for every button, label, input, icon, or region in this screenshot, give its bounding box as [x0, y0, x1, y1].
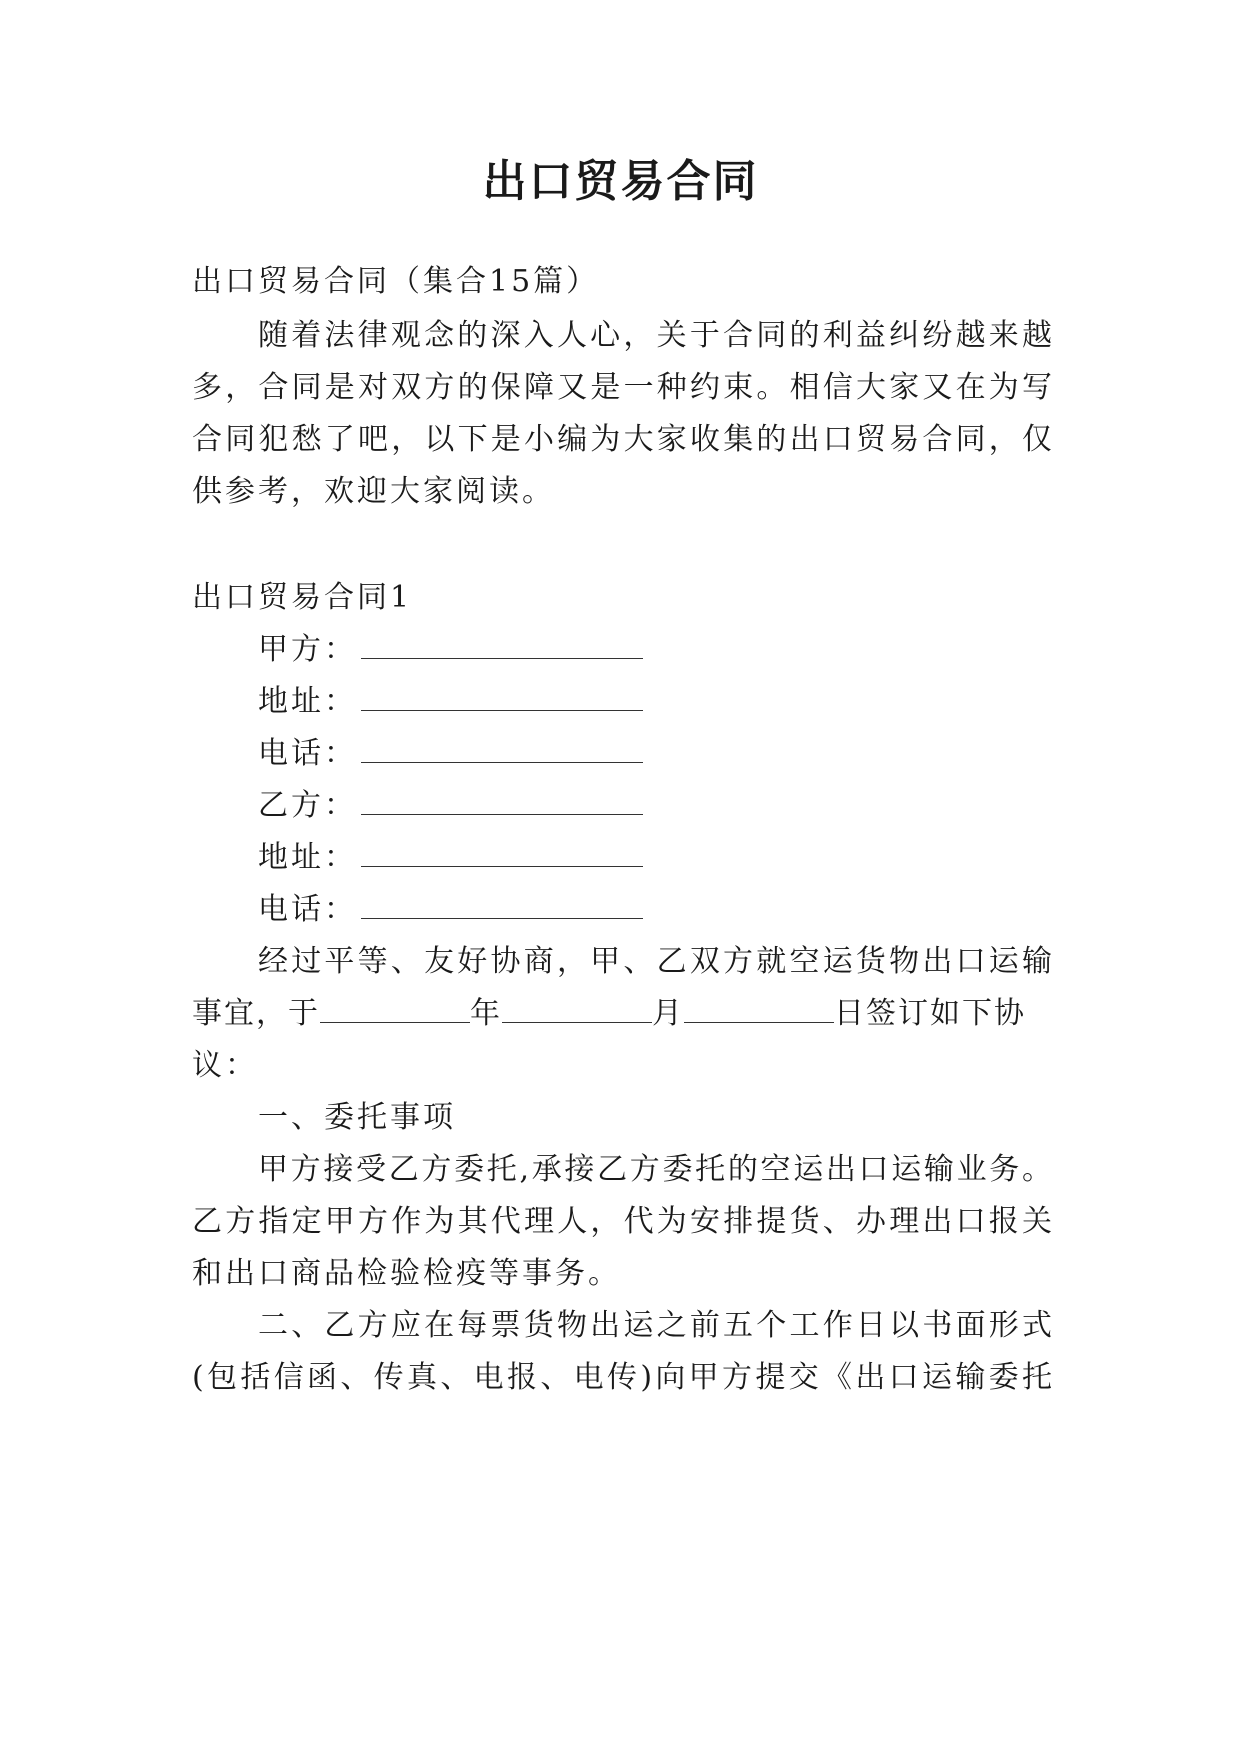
phone-a-label: 电话：: [258, 736, 357, 771]
intro-line-2: 多，合同是对双方的保障又是一种约束。相信大家又在为写: [192, 370, 1052, 405]
address-b-blank: [361, 838, 643, 867]
clause-1-line-1: 甲方接受乙方委托,承接乙方委托的空运出口运输业务。: [258, 1152, 1052, 1187]
month-label: 月: [652, 996, 684, 1031]
agreement-line-3: 议：: [192, 1048, 258, 1083]
address-a-blank: [361, 682, 643, 711]
clause-1-line-2: 乙方指定甲方作为其代理人，代为安排提货、办理出口报关: [192, 1204, 1052, 1239]
document-subtitle: 出口贸易合同（集合15篇）: [192, 264, 600, 299]
day-blank: [684, 994, 834, 1023]
clause-1-heading: 一、委托事项: [258, 1100, 456, 1135]
phone-b-label: 电话：: [258, 892, 357, 927]
intro-line-1: 随着法律观念的深入人心，关于合同的利益纠纷越来越: [258, 318, 1052, 353]
address-a-label: 地址：: [258, 684, 357, 719]
party-b-label: 乙方：: [258, 788, 357, 823]
party-a-label: 甲方：: [258, 632, 357, 667]
party-b-blank: [361, 786, 643, 815]
phone-b-blank: [361, 890, 643, 919]
address-b-label: 地址：: [258, 840, 357, 875]
party-a-blank: [361, 630, 643, 659]
agreement-line-1: 经过平等、友好协商，甲、乙双方就空运货物出口运输: [258, 944, 1052, 979]
address-a-row: [258, 682, 1052, 722]
clause-1-line-3: 和出口商品检验检疫等事务。: [192, 1256, 621, 1291]
agreement-prefix: 事宜，于: [192, 996, 320, 1031]
intro-line-4: 供参考，欢迎大家阅读。: [192, 474, 555, 509]
agreement-suffix: 日签订如下协: [834, 996, 1026, 1031]
document-title: 出口贸易合同: [482, 156, 759, 207]
phone-a-row: [258, 734, 1052, 774]
phone-a-blank: [361, 734, 643, 763]
phone-b-row: [258, 890, 1052, 930]
month-blank: [502, 994, 652, 1023]
address-b-row: [258, 838, 1052, 878]
agreement-line-2: [192, 994, 1052, 1034]
party-a-row: [258, 630, 1052, 670]
section-heading: 出口贸易合同1: [192, 580, 413, 615]
year-label: 年: [470, 996, 502, 1031]
clause-2-line-2: (包括信函、传真、电报、电传)向甲方提交《出口运输委托: [192, 1360, 1052, 1395]
clause-2-line-1: 二、乙方应在每票货物出运之前五个工作日以书面形式: [258, 1308, 1052, 1343]
party-b-row: [258, 786, 1052, 826]
year-blank: [320, 994, 470, 1023]
intro-line-3: 合同犯愁了吧，以下是小编为大家收集的出口贸易合同，仅: [192, 422, 1052, 457]
